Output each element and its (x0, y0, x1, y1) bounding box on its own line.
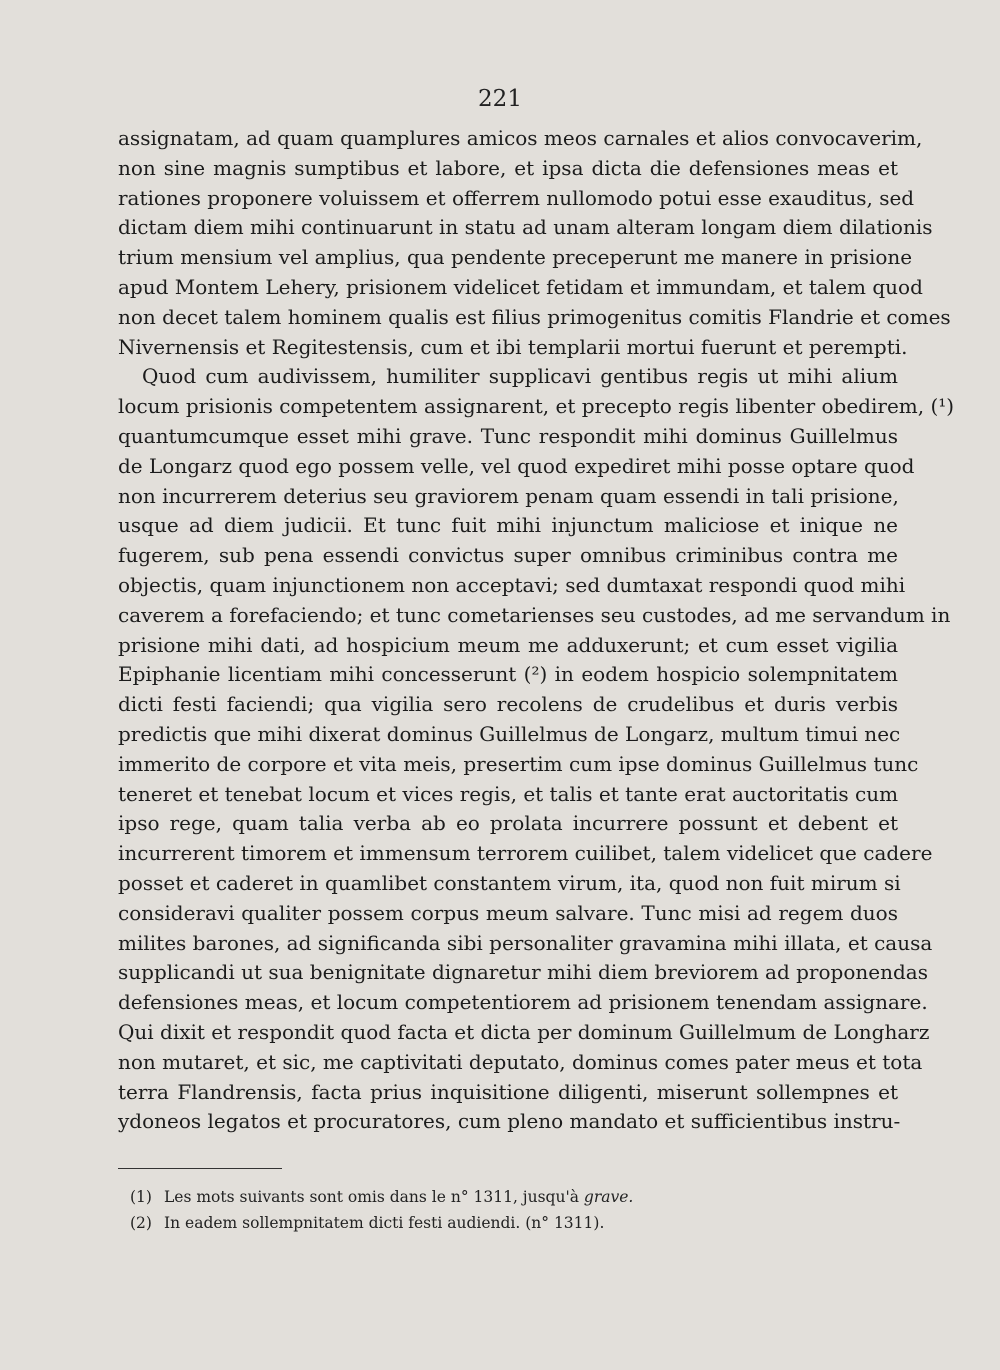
text-line: apud Montem Lehery, prisionem videlicet fetidam et immundam, et talem quod (118, 274, 923, 299)
text-line: de Longarz quod ego possem velle, vel quod expediret mihi posse optare quod (118, 453, 915, 478)
text-line: incurrerent timorem et immensum terrorem cuilibet, talem videlicet que cadere (118, 841, 933, 866)
text-line: teneret et tenebat locum et vices regis, et talis et tante erat auctoritatis cum (118, 781, 899, 806)
text-line: objectis, quam injunctionem non acceptavi; sed dumtaxat respondi quod mihi (118, 572, 906, 597)
text-line: ydoneos legatos et procuratores, cum pleno mandato et sufficientibus instru- (118, 1109, 901, 1134)
paragraph (118, 124, 951, 362)
paragraph (118, 362, 955, 1137)
footnote-italic-text: grave. (583, 1188, 634, 1206)
text-line: caverem a forefaciendo; et tunc cometarienses seu custodes, ad me servandum in (118, 602, 951, 627)
text-line: defensiones meas, et locum competentiorem ad prisionem tenendam assignare. (118, 990, 928, 1015)
footnote-number: (1) (130, 1188, 152, 1206)
text-line: Qui dixit et respondit quod facta et dicta per dominum Guillelmum de Longharz (118, 1019, 930, 1044)
text-line: milites barones, ad significanda sibi personaliter gravamina mihi illata, et causa (118, 930, 933, 955)
text-line: non decet talem hominem qualis est filius primogenitus comitis Flandrie et comes (118, 304, 951, 329)
page-number: 221 (478, 86, 522, 112)
footnotes (130, 1184, 830, 1236)
text-line: posset et caderet in quamlibet constantem virum, ita, quod non fuit mirum si (118, 870, 901, 895)
footnote (130, 1210, 830, 1236)
text-line: rationes proponere voluissem et offerrem nullomodo potui esse exauditus, sed (118, 185, 915, 210)
footnote-rule (118, 1168, 282, 1169)
footnote-text: In eadem sollempnitatem dicti festi audiendi. (n° 1311). (164, 1214, 605, 1232)
text-line: usque ad diem judicii. Et tunc fuit mihi injunctum maliciose et inique ne (118, 513, 898, 538)
text-line: assignatam, ad quam quamplures amicos meos carnales et alios convocaverim, (118, 126, 923, 150)
text-line: immerito de corpore et vita meis, presertim cum ipse dominus Guillelmus tunc (118, 751, 919, 776)
text-line: predictis que mihi dixerat dominus Guillelmus de Longarz, multum timui nec (118, 721, 901, 746)
text-line: consideravi qualiter possem corpus meum salvare. Tunc misi ad regem duos (118, 900, 898, 925)
text-line: ipso rege, quam talia verba ab eo prolata incurrere possunt et debent et (118, 811, 898, 836)
text-line: Epiphanie licentiam mihi concesserunt (²) in eodem hospicio solempnitatem (118, 662, 898, 687)
text-line: supplicandi ut sua benignitate dignaretur mihi diem breviorem ad proponendas (118, 960, 928, 985)
text-line: non mutaret, et sic, me captivitati deputato, dominus comes pater meus et tota (118, 1049, 923, 1074)
text-line: prisione mihi dati, ad hospicium meum me adduxerunt; et cum esset vigilia (118, 632, 898, 657)
text-line: locum prisionis competentem assignarent, et precepto regis libenter obedirem, (¹) (118, 394, 955, 419)
text-line: dicti festi faciendi; qua vigilia sero recolens de crudelibus et duris verbis (118, 692, 898, 717)
text-line: Quod cum audivissem, humiliter supplicavi gentibus regis ut mihi alium (142, 364, 898, 389)
footnote-number: (2) (130, 1214, 152, 1232)
text-line: dictam diem mihi continuarunt in statu ad unam alteram longam diem dilationis (118, 215, 933, 240)
text-line: fugerem, sub pena essendi convictus super omnibus criminibus contra me (118, 543, 898, 568)
text-line: terra Flandrensis, facta prius inquisitione diligenti, miserunt sollempnes et (118, 1079, 898, 1104)
text-line: Nivernensis et Regitestensis, cum et ibi templarii mortui fuerunt et perempti. (118, 334, 908, 359)
text-line: non incurrerem deterius seu graviorem penam quam essendi in tali prisione, (118, 483, 899, 508)
text-line: trium mensium vel amplius, qua pendente preceperunt me manere in prisione (118, 245, 913, 270)
footnote (130, 1184, 830, 1210)
body-text (118, 124, 955, 1137)
text-line: quantumcumque esset mihi grave. Tunc respondit mihi dominus Guillelmus (118, 423, 898, 448)
text-line: non sine magnis sumptibus et labore, et ipsa dicta die defensiones meas et (118, 155, 898, 180)
footnote-text: Les mots suivants sont omis dans le n° 1311, jusqu'à (164, 1188, 579, 1206)
